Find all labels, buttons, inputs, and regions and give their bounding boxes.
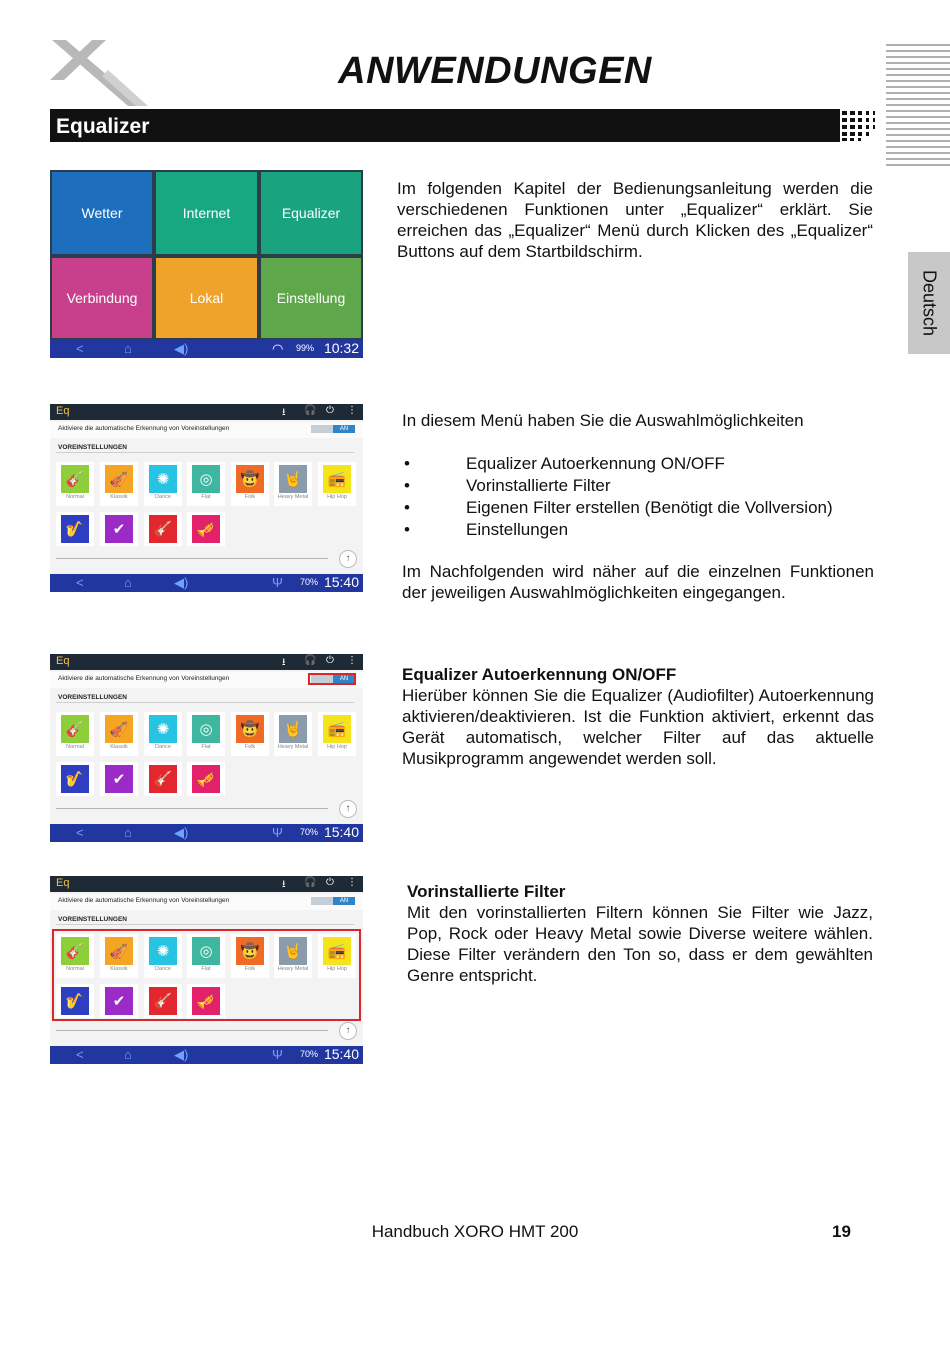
language-label: Deutsch	[919, 269, 940, 337]
rock-hand-icon: 🤘	[279, 715, 307, 743]
footer-manual-title: Handbuch XORO HMT 200	[371, 1222, 579, 1241]
clock: 15:40	[323, 1046, 359, 1062]
planet-icon: ◎	[192, 465, 220, 493]
page-number: 19	[832, 1222, 851, 1241]
heart-check-icon: ✔	[105, 765, 133, 793]
preset-heavy-metal[interactable]: 🤘 Heavy Metal	[274, 934, 312, 978]
presets-section-body: Mit den vorinstallierten Filtern können Sie Filter wie Jazz, Pop, Rock oder Heavy Metal sowie Diverse weitere wählen. Diese Filter verändern den Ton so, dass er dem gewählten Genre entspricht.	[407, 903, 873, 985]
rock-hand-icon: 🤘	[279, 465, 307, 493]
system-navbar	[50, 340, 363, 358]
violin-icon: 🎻	[105, 715, 133, 743]
divider	[56, 1030, 328, 1031]
signal-icon: Ψ	[272, 825, 283, 840]
back-icon[interactable]: <	[76, 575, 84, 590]
scroll-up-button[interactable]: ↑	[339, 550, 357, 568]
preset-pop[interactable]	[100, 762, 138, 796]
eq-title-bar	[50, 876, 363, 892]
auto-detect-row	[50, 894, 363, 910]
divider	[56, 452, 354, 453]
boombox-icon: 📻	[323, 715, 351, 743]
auto-detect-row	[50, 422, 363, 438]
download-icon[interactable]: ⭳	[282, 407, 286, 418]
saxophone-icon: 🎷	[61, 765, 89, 793]
globe-icon: ✺	[149, 465, 177, 493]
preset-klassik[interactable]: 🎻 Klassik	[100, 934, 138, 978]
preset-klassik[interactable]: 🎻 Klassik	[100, 462, 138, 506]
wifi-icon: ◠	[272, 341, 284, 356]
preset-normal[interactable]: 🎸 Normal	[56, 934, 94, 978]
section-title: Equalizer	[56, 115, 150, 138]
headphones-icon[interactable]: 🎧	[304, 877, 317, 888]
tile-lokal[interactable]: Lokal	[156, 258, 257, 338]
menu-icon[interactable]: ⋮	[347, 877, 357, 888]
preset-folk[interactable]: 🤠 Folk	[231, 934, 269, 978]
presets-heading: VOREINSTELLUNGEN	[58, 916, 127, 923]
auto-detect-toggle[interactable]: AN	[311, 425, 355, 433]
preset-dance[interactable]: ✺ Dance	[144, 934, 182, 978]
heart-check-icon: ✔	[105, 515, 133, 543]
electric-guitar-icon: 🎸	[149, 765, 177, 793]
preset-heavy-metal[interactable]: 🤘 Heavy Metal	[274, 462, 312, 506]
clock: 10:32	[323, 340, 359, 356]
tile-verbindung[interactable]: Verbindung	[52, 258, 152, 338]
presets-section-heading: Vorinstallierte Filter	[407, 882, 566, 901]
auto-detect-label: Aktiviere die automatische Erkennung von Voreinstellungen	[58, 675, 230, 682]
preset-normal[interactable]: 🎸 Normal	[56, 462, 94, 506]
planet-icon: ◎	[192, 715, 220, 743]
page-title: ANWENDUNGEN	[338, 50, 652, 92]
electric-guitar-icon: 🎸	[149, 515, 177, 543]
presets-heading: VOREINSTELLUNGEN	[58, 694, 127, 701]
preset-folk[interactable]: 🤠 Folk	[231, 462, 269, 506]
power-icon[interactable]: ⏻	[326, 877, 334, 888]
preset-klassik[interactable]: 🎻 Klassik	[100, 712, 138, 756]
preset-hip-hop[interactable]: 📻 Hip Hop	[318, 462, 356, 506]
violin-icon: 🎻	[105, 937, 133, 965]
headphones-icon[interactable]: 🎧	[304, 405, 317, 416]
autodetect-section	[402, 664, 874, 769]
menu-icon[interactable]: ⋮	[347, 655, 357, 666]
menu-icon[interactable]: ⋮	[347, 405, 357, 416]
eq-title-bar	[50, 654, 363, 670]
clock: 15:40	[323, 824, 359, 840]
back-icon[interactable]: <	[76, 341, 84, 356]
rock-hand-icon: 🤘	[279, 937, 307, 965]
presets-section	[407, 881, 873, 986]
divider	[56, 924, 354, 925]
menu-options-list	[402, 453, 874, 541]
preset-pop[interactable]	[100, 512, 138, 546]
tile-equalizer[interactable]: Equalizer	[261, 172, 361, 254]
scroll-up-button[interactable]: ↑	[339, 1022, 357, 1040]
auto-detect-toggle[interactable]: AN	[311, 897, 355, 905]
signal-icon: Ψ	[272, 1047, 283, 1062]
violin-icon: 🎻	[105, 465, 133, 493]
list-item: • Vorinstallierte Filter	[402, 475, 874, 497]
battery-level: 70%	[300, 827, 319, 837]
xoro-logo	[48, 40, 148, 110]
power-icon[interactable]: ⏻	[326, 655, 334, 666]
volume-icon[interactable]: ◀)	[174, 341, 189, 356]
eq-title-bar	[50, 404, 363, 420]
list-item: • Equalizer Autoerkennung ON/OFF	[402, 453, 874, 475]
trumpet-icon: 🎺	[192, 987, 220, 1015]
electric-guitar-icon: 🎸	[149, 987, 177, 1015]
menu-outro: Im Nachfolgenden wird näher auf die einzelnen Funktionen der jeweiligen Auswahlmöglichkeiten eingegangen.	[402, 562, 874, 602]
eq-app-label: Eq	[56, 877, 70, 889]
trumpet-icon: 🎺	[192, 765, 220, 793]
language-tab	[908, 252, 950, 354]
eq-app-label: Eq	[56, 405, 70, 417]
preset-dance[interactable]: ✺ Dance	[144, 462, 182, 506]
home-icon[interactable]: ⌂	[124, 341, 132, 356]
heart-check-icon: ✔	[105, 987, 133, 1015]
preset-heavy-metal[interactable]: 🤘 Heavy Metal	[274, 712, 312, 756]
intro-paragraph: Im folgenden Kapitel der Bedienungsanleitung werden die verschiedenen Funktionen unter „Equalizer“ erklärt. Sie erreichen das „Equalizer“ Menü durch Klicken des „Equalizer“ Buttons auf dem Startbildschirm.	[397, 179, 873, 261]
trumpet-icon: 🎺	[192, 515, 220, 543]
home-icon[interactable]: ⌂	[124, 575, 132, 590]
cowboy-hat-icon: 🤠	[236, 465, 264, 493]
highlight-presets	[52, 929, 361, 1021]
globe-icon: ✺	[149, 937, 177, 965]
battery-level: 99%	[296, 343, 315, 353]
guitar-icon: 🎸	[61, 715, 89, 743]
highlight-toggle	[308, 673, 356, 685]
autodetect-body: Hierüber können Sie die Equalizer (Audiofilter) Autoerkennung aktivieren/deaktivieren. Ist die Funktion aktiviert, erkennt das Gerät automatisch, welcher Filter auf das aktuelle Musikprogramm angewendet werden soll.	[402, 686, 874, 768]
tile-einstellung[interactable]: Einstellung	[261, 258, 361, 338]
saxophone-icon: 🎷	[61, 515, 89, 543]
menu-intro: In diesem Menü haben Sie die Auswahlmöglichkeiten	[402, 411, 804, 430]
back-icon[interactable]: <	[76, 825, 84, 840]
autodetect-heading: Equalizer Autoerkennung ON/OFF	[402, 665, 677, 684]
battery-level: 70%	[300, 1049, 319, 1059]
cowboy-hat-icon: 🤠	[236, 715, 264, 743]
preset-blues[interactable]	[187, 762, 225, 796]
home-icon[interactable]: ⌂	[124, 1047, 132, 1062]
auto-detect-label: Aktiviere die automatische Erkennung von Voreinstellungen	[58, 897, 230, 904]
auto-detect-label: Aktiviere die automatische Erkennung von Voreinstellungen	[58, 425, 230, 432]
preset-flat[interactable]: ◎ Flat	[187, 462, 225, 506]
decorative-stripes	[886, 44, 950, 170]
globe-icon: ✺	[149, 715, 177, 743]
scroll-up-button[interactable]: ↑	[339, 800, 357, 818]
eq-screenshot-3	[50, 876, 363, 1064]
preset-folk[interactable]: 🤠 Folk	[231, 712, 269, 756]
headphones-icon[interactable]: 🎧	[304, 655, 317, 666]
tile-internet[interactable]: Internet	[156, 172, 257, 254]
divider	[56, 808, 328, 809]
list-item: • Einstellungen	[402, 519, 874, 541]
volume-icon[interactable]: ◀)	[174, 1047, 189, 1062]
auto-detect-toggle[interactable]: AN	[311, 675, 355, 683]
preset-rock[interactable]	[144, 512, 182, 546]
preset-jazz[interactable]	[56, 762, 94, 796]
boombox-icon: 📻	[323, 465, 351, 493]
start-screen-screenshot	[50, 170, 363, 358]
download-icon[interactable]: ⭳	[282, 657, 286, 668]
preset-blues[interactable]	[187, 512, 225, 546]
guitar-icon: 🎸	[61, 465, 89, 493]
menu-options-block	[402, 410, 874, 603]
clock: 15:40	[323, 574, 359, 590]
divider	[56, 558, 328, 559]
home-icon[interactable]: ⌂	[124, 825, 132, 840]
presets-heading: VOREINSTELLUNGEN	[58, 444, 127, 451]
back-icon[interactable]: <	[76, 1047, 84, 1062]
download-icon[interactable]: ⭳	[282, 879, 286, 890]
preset-hip-hop[interactable]: 📻 Hip Hop	[318, 934, 356, 978]
planet-icon: ◎	[192, 937, 220, 965]
cowboy-hat-icon: 🤠	[236, 937, 264, 965]
signal-icon: Ψ	[272, 575, 283, 590]
preset-flat[interactable]: ◎ Flat	[187, 712, 225, 756]
preset-normal[interactable]: 🎸 Normal	[56, 712, 94, 756]
power-icon[interactable]: ⏻	[326, 405, 334, 416]
preset-flat[interactable]: ◎ Flat	[187, 934, 225, 978]
section-bar	[50, 109, 885, 142]
guitar-icon: 🎸	[61, 937, 89, 965]
volume-icon[interactable]: ◀)	[174, 825, 189, 840]
system-navbar	[50, 1046, 363, 1064]
boombox-icon: 📻	[323, 937, 351, 965]
saxophone-icon: 🎷	[61, 987, 89, 1015]
preset-dance[interactable]: ✺ Dance	[144, 712, 182, 756]
eq-app-label: Eq	[56, 655, 70, 667]
eq-screenshot-1	[50, 404, 363, 592]
system-navbar	[50, 824, 363, 842]
tile-wetter[interactable]: Wetter	[52, 172, 152, 254]
preset-hip-hop[interactable]: 📻 Hip Hop	[318, 712, 356, 756]
preset-jazz[interactable]	[56, 512, 94, 546]
system-navbar	[50, 574, 363, 592]
battery-level: 70%	[300, 577, 319, 587]
list-item: • Eigenen Filter erstellen (Benötigt die Vollversion)	[402, 497, 874, 519]
volume-icon[interactable]: ◀)	[174, 575, 189, 590]
preset-rock[interactable]	[144, 762, 182, 796]
divider	[56, 702, 354, 703]
eq-screenshot-2	[50, 654, 363, 842]
